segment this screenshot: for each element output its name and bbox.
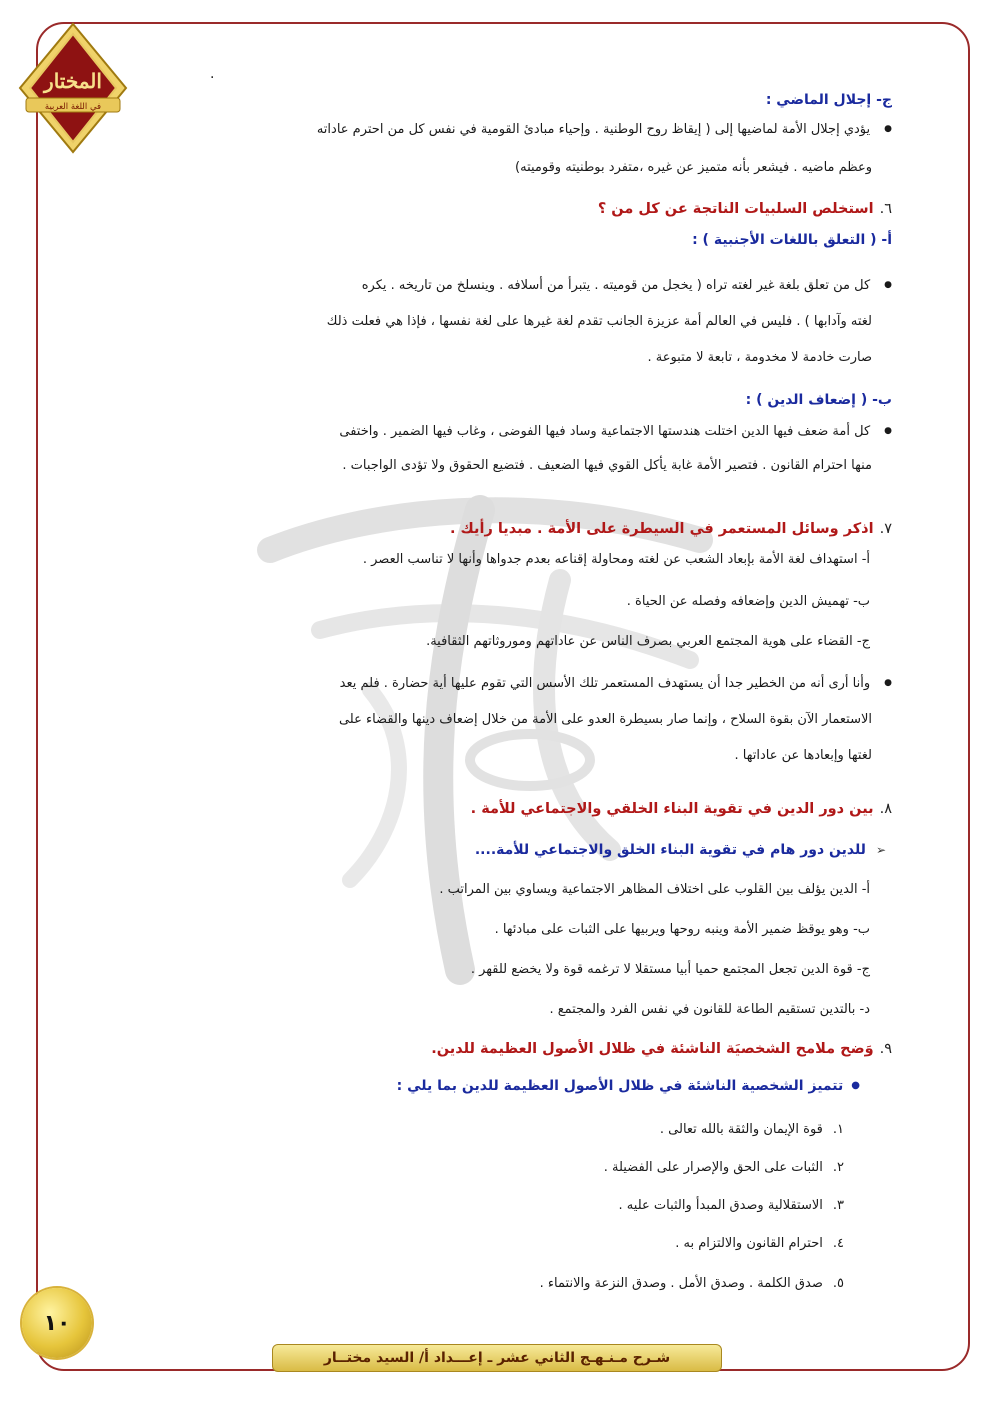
q7-item-a: أ- استهداف لغة الأمة بإبعاد الشعب عن لغته ومحاولة إقناعه بعدم جدواها وأنها لا تناسب العصر . (362, 552, 870, 567)
q9-item-1: ١.قوة الإيمان والثقة بالله تعالى . (659, 1122, 844, 1137)
section-c-line1: ● يؤدي إجلال الأمة لماضيها إلى ( إيقاظ روح الوطنية . وإحياء مبادئ القومية في نفس كل من احترم عاداته (70, 122, 892, 138)
q6-a-heading: أ- ( التعلق باللغات الأجنبية ) : (692, 232, 892, 248)
q6-title: ٦.استخلص السلبيات الناتجة عن كل من ؟ (597, 201, 892, 217)
q8-item-d: د- بالتدين تستقيم الطاعة للقانون في نفس الفرد والمجتمع . (549, 1002, 870, 1017)
q8-item-c: ج- قوة الدين تجعل المجتمع حميا أبيا مستقلا لا ترغمه قوة ولا يخضع للقهر . (470, 962, 870, 977)
logo-subtitle: في اللغة العربية (44, 102, 102, 112)
q9-item-5: ٥.صدق الكلمة . وصدق الأمل . وصدق النزعة والانتماء . (539, 1276, 844, 1291)
q7-opinion-line3: لغتها وإبعادها عن عاداتها . (734, 748, 872, 763)
q8-title: ٨.بين دور الدين في تقوية البناء الخلقي والاجتماعي للأمة . (470, 801, 892, 817)
logo-title: المختار (44, 69, 102, 93)
footer-banner: شـرح مـنـهـج الثاني عشر ـ إعـــداد أ/ السيد مختــار (272, 1344, 722, 1372)
q8-item-a: أ- الدين يؤلف بين القلوب على اختلاف المظاهر الاجتماعية ويساوي بين المراتب . (439, 882, 870, 897)
q6-b-heading: ب- ( إضعاف الدين ) : (745, 392, 892, 408)
q8-intro: ➢ للدين دور هام في تقوية البناء الخلق والاجتماعي للأمة.... (70, 842, 892, 860)
q8-item-b: ب- وهو يوقظ ضمير الأمة وينبه روحها ويربيها على الثبات على مبادئها . (494, 922, 870, 937)
q7-opinion-line2: الاستعمار الآن بقوة السلاح ، وإنما صار بسيطرة العدو على الأمة من خلال إضعاف دينها والقضاء على (338, 712, 872, 727)
q9-item-3: ٣.الاستقلالية وصدق المبدأ والثبات عليه . (618, 1198, 844, 1213)
q7-title: ٧.اذكر وسائل المستعمر في السيطرة على الأمة . مبديا رأيك . (449, 521, 892, 537)
q6-a-line3: صارت خادمة لا مخدومة ، تابعة لا متبوعة . (647, 350, 872, 365)
section-c-line2: وعظم ماضيه . فيشعر بأنه متميز عن غيره ،متفرد بوطنيته وقوميته) (515, 160, 872, 175)
q7-opinion-line1: ● وأنا أرى أنه من الخطير جدا أن يستهدف المستعمر تلك الأسس التي تقوم عليها أية حضارة . فلم يعد (70, 676, 892, 692)
q9-item-4: ٤.احترام القانون والالتزام به . (675, 1236, 844, 1251)
q9-title: ٩.وَضح ملامح الشخصيَة الناشئة في ظلال الأصول العظيمة للدين. (431, 1041, 892, 1057)
q9-item-2: ٢.الثبات على الحق والإصرار على الفضيلة . (603, 1160, 844, 1175)
q7-item-b: ب- تهميش الدين وإضعافه وفصله عن الحياة . (626, 594, 870, 609)
page-number: ١٠ (22, 1288, 92, 1358)
calligraphy-watermark (230, 430, 750, 990)
q6-a-line2: لغته وآدابها ) . فليس في العالم أمة عزيزة الجانب تقدم لغة غيرها على لغة نفسها ، فإذا هي فعلت ذلك (326, 314, 872, 329)
q6-b-line2: منها احترام القانون . فتصير الأمة غابة يأكل القوي فيها الضعيف . فتضيع الحقوق ولا تؤدى الواجبات . (342, 458, 872, 473)
q6-b-line1: ● كل أمة ضعف فيها الدين اختلت هندستها الاجتماعية وساد فيها الفوضى ، وغاب فيها الضمير . واختفى (70, 424, 892, 440)
top-dot: . (210, 66, 215, 82)
q9-intro: ● تتميز الشخصية الناشئة في ظلال الأصول العظيمة للدين بما يلي : (70, 1078, 892, 1096)
q7-item-c: ج- القضاء على هوية المجتمع العربي بصرف الناس عن عاداتهم وموروثاتهم الثقافية. (426, 634, 870, 649)
q6-a-line1: ● كل من تعلق بلغة غير لغته تراه ( يخجل من قوميته . يتبرأ من أسلافه . وينسلخ من تاريخه . يكره (70, 278, 892, 294)
section-c-heading: ج- إجلال الماضي : (765, 92, 892, 108)
